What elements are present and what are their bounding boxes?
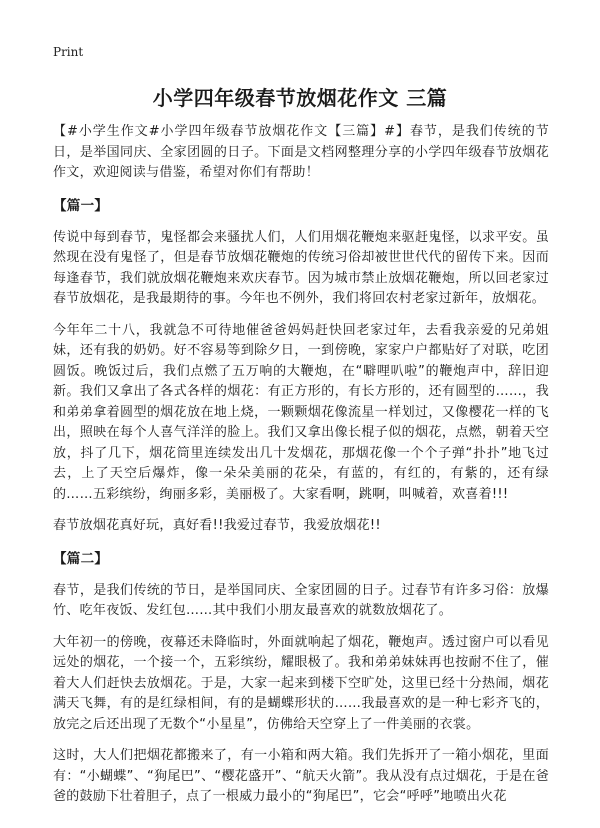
section-heading-2: 【篇二】 [53, 550, 109, 567]
section-2-paragraph-2: 大年初一的傍晚，夜幕还未降临时，外面就响起了烟花，鞭炮声。透过窗户可以看见远处的烟花，一个接一个，五彩缤纷，耀眼极了。我和弟弟妹妹再也按耐不住了，催着大人们赶快去放烟花。于是，大家一起来到楼下空旷处，这里已经十分热闹，烟花满天飞舞，有的是红绿相间，有的是蝴蝶形状的……我最喜欢的是一种七彩齐飞的，放完之后还出现了无数个“小星星”，仿佛给天空穿上了一件美丽的衣裳。 [53, 634, 549, 732]
section-1-paragraph-2: 今年年二十八，我就急不可待地催爸爸妈妈赶快回老家过年，去看我亲爱的兄弟姐妹，还有我的奶奶。好不容易等到除夕日，一到傍晚，家家户户都贴好了对联，吃团圆饭。晚饭过后，我们点燃了五万响的大鞭炮，在“噼哩叭啦”的鞭炮声中，辞旧迎新。我们又拿出了各式各样的烟花：有正方形的，有长方形的，还有圆型的……，我和弟弟拿着圆型的烟花放在地上烧，一颗颗烟花像流星一样划过，又像樱花一样的飞出，照映在每个人喜气洋洋的脸上。我们又拿出像长棍子似的烟花，点燃，朝着天空放，抖了几下，烟花筒里连续发出几十发烟花，那烟花像一个个子弹“扑扑”地飞过去，上了天空后爆炸，像一朵朵美丽的花朵，有蓝的，有红的，有紫的，还有绿的……五彩缤纷，绚丽多彩，美丽极了。大家看啊，跳啊，叫喊着，欢喜着!!! [53, 322, 549, 502]
intro-paragraph: 【#小学生作文#小学四年级春节放烟花作文【三篇】#】春节，是我们传统的节日，是举国同庆、全家团圆的日子。下面是文档网整理分享的小学四年级春节放烟花作文，欢迎阅读与借鉴，希望对你们有帮助！ [53, 124, 549, 180]
section-2-paragraph-3: 这时，大人们把烟花都搬来了，有一小箱和两大箱。我们先拆开了一箱小烟花，里面有：“小蝴蝶”、“狗尾巴”、“樱花盛开”、“航天火箭”。我从没有点过烟花，于是在爸爸的鼓励下壮着胆子，点了一根威力最小的“狗尾巴”，它会“呼呼”地喷出火花 [53, 748, 549, 804]
section-1-paragraph-1: 传说中每到春节，鬼怪都会来骚扰人们，人们用烟花鞭炮来驱赶鬼怪，以求平安。虽然现在没有鬼怪了，但是春节放烟花鞭炮的传统习俗却被世世代代的留传下来。因而每逢春节，我们就放烟花鞭炮来欢庆春节。因为城市禁止放烟花鞭炮，所以回老家过春节放烟花，是我最期待的事。今年也不例外，我们将回农村老家过新年，放烟花。 [53, 229, 549, 306]
document-body [53, 122, 549, 819]
document-title: 小学四年级春节放烟花作文 三篇 [152, 86, 448, 110]
section-heading-1: 【篇一】 [53, 197, 109, 214]
section-2-paragraph-1: 春节，是我们传统的节日，是举国同庆、全家团圆的日子。过春节有许多习俗：放爆竹、吃年夜饭、发红包……其中我们小朋友最喜欢的就数放烟花了。 [53, 582, 549, 618]
print-link[interactable]: Print [53, 45, 84, 59]
section-1-paragraph-3: 春节放烟花真好玩，真好看!!我爱过春节，我爱放烟花!! [53, 518, 381, 533]
